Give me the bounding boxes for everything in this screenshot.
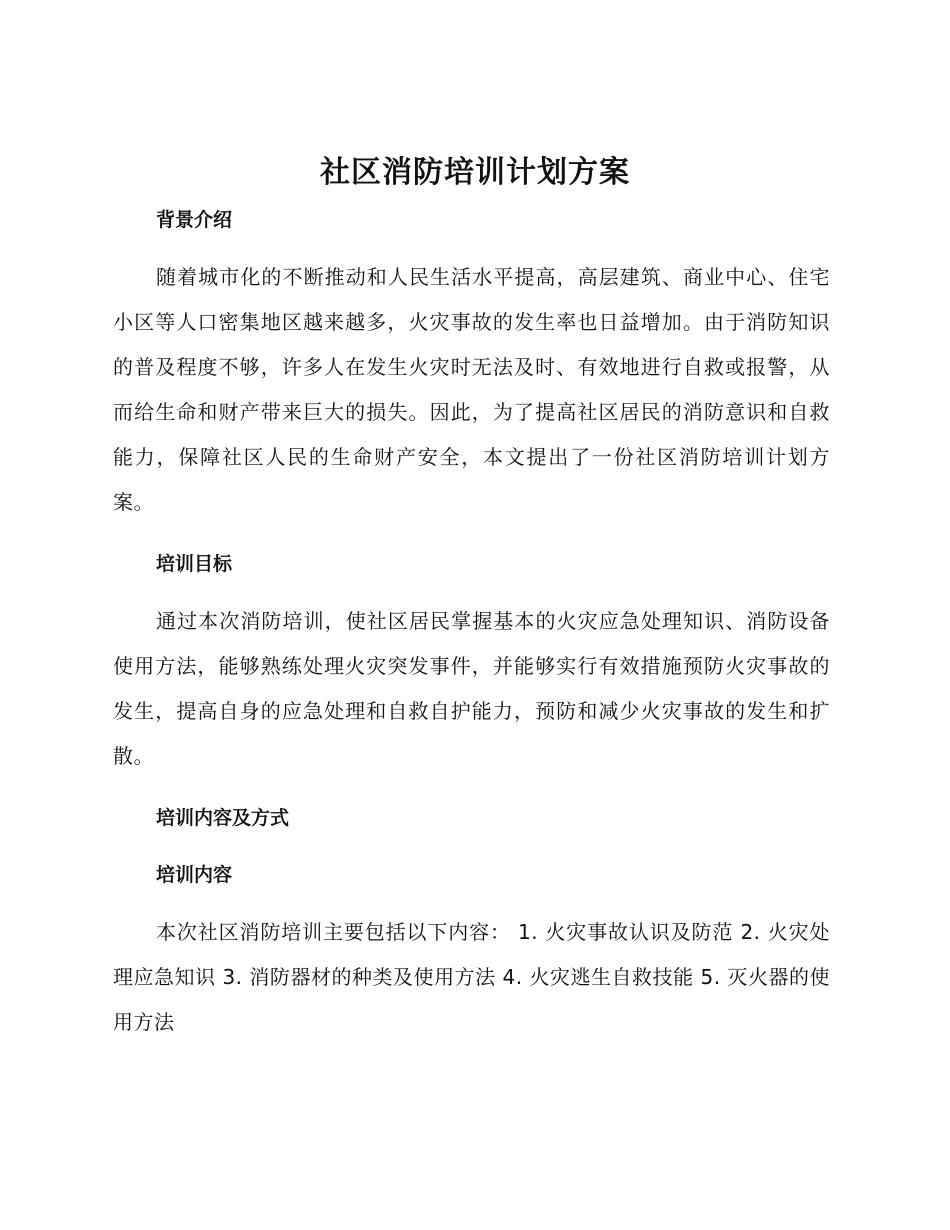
- section-heading-background: 背景介绍: [156, 209, 233, 231]
- section-heading-content: 培训内容: [156, 864, 233, 886]
- section-heading-content-method: 培训内容及方式: [156, 807, 290, 829]
- paragraph-goal: 通过本次消防培训，使社区居民掌握基本的火灾应急处理知识、消防设备使用方法，能够熟练处理火灾突发事件，并能够实行有效措施预防火灾事故的发生，提高自身的应急处理和自救自护能力，预防和减少火灾事故的发生和扩散。: [113, 609, 830, 768]
- section-heading-goal: 培训目标: [156, 553, 233, 575]
- paragraph-background: 随着城市化的不断推动和人民生活水平提高，高层建筑、商业中心、住宅小区等人口密集地区越来越多，火灾事故的发生率也日益增加。由于消防知识的普及程度不够，许多人在发生火灾时无法及时、有效地进行自救或报警，从而给生命和财产带来巨大的损失。因此，为了提高社区居民的消防意识和自救能力，保障社区人民的生命财产安全，本文提出了一份社区消防培训计划方案。: [113, 265, 830, 514]
- paragraph-content: 本次社区消防培训主要包括以下内容： 1. 火灾事故认识及防范 2. 火灾处理应急知识 3. 消防器材的种类及使用方法 4. 火灾逃生自救技能 5. 灭火器的使用方法: [113, 920, 830, 1034]
- document-title: 社区消防培训计划方案: [320, 155, 630, 190]
